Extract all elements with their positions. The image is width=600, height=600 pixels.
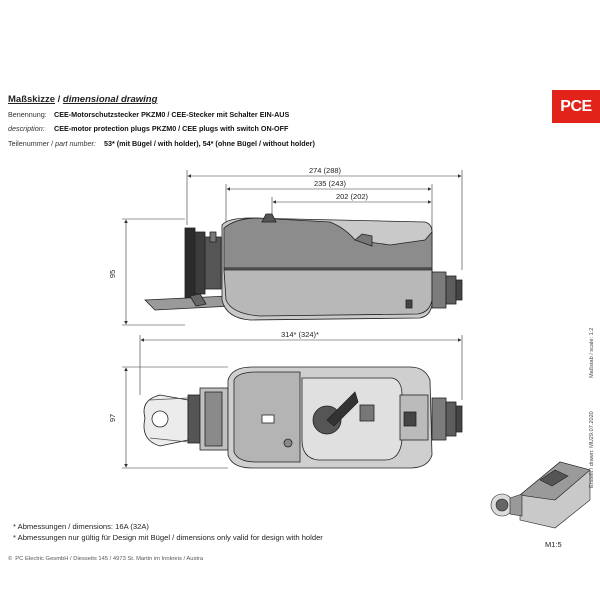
perspective-thumbnail	[491, 462, 590, 528]
dim-length-bottom: 314* (324)*	[281, 330, 319, 339]
dim-length-total: 274 (288)	[308, 166, 342, 175]
note-holder: * Abmessungen nur gültig für Design mit Bügel / dimensions only valid for design with holder	[13, 533, 323, 542]
dim-length-body: 202 (202)	[335, 192, 369, 201]
value-part-number: 53* (mit Bügel / with holder), 54* (ohne Bügel / without holder)	[104, 139, 315, 148]
value-benennung: CEE-Motorschutzstecker PKZM0 / CEE-Stecker mit Schalter EIN-AUS	[54, 110, 290, 119]
label-description: description:	[8, 124, 45, 133]
side-created: Erstellt / drawn: MU29.07.2020	[589, 411, 595, 488]
side-view-plug	[145, 214, 462, 320]
dim-height-top: 95	[108, 269, 117, 279]
page-title: Maßskizze / dimensional drawing	[8, 94, 158, 105]
note-dimensions: * Abmessungen / dimensions: 16A (32A)	[13, 522, 149, 531]
dim-height-bottom: 97	[108, 413, 117, 423]
label-benennung: Benennung:	[8, 110, 47, 119]
dim-length-mid: 235 (243)	[313, 179, 347, 188]
value-description: CEE-motor protection plugs PKZM0 / CEE plugs with switch ON-OFF	[54, 124, 289, 133]
top-view-plug	[144, 367, 462, 468]
footer-text: PC Electric GesmbH / Diesseits 145 / 4973 St. Martin im Innkreis / Austra	[15, 556, 204, 562]
label-part-number: Teilenummer / part number:	[8, 139, 96, 148]
copyright-icon: ©	[8, 556, 13, 562]
footer	[8, 556, 203, 562]
thumbnail-scale: M1:5	[545, 540, 562, 549]
side-scale: Maßstab / scale: 1:2	[589, 327, 595, 378]
pce-logo: PCE	[552, 90, 600, 123]
